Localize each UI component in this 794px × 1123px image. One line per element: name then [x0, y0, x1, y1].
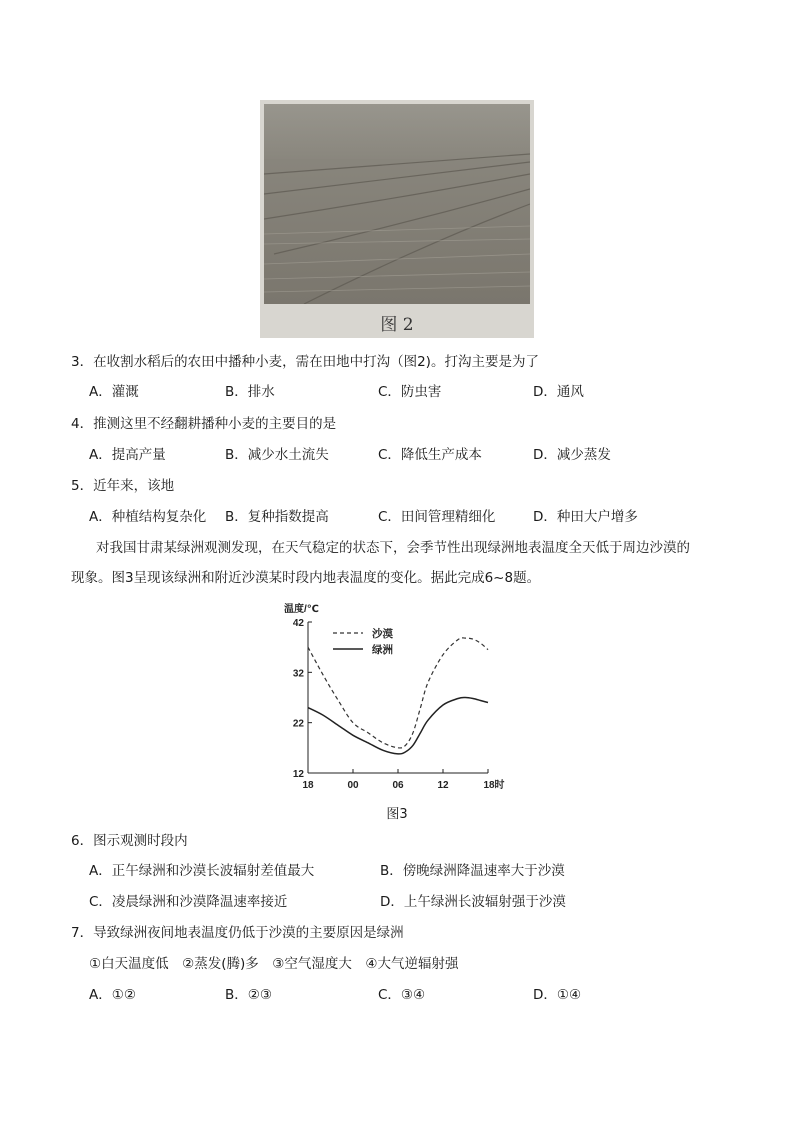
x-tick-label: 06	[392, 780, 404, 791]
q7-items: ①白天温度低 ②蒸发(腾)多 ③空气湿度大 ④大气逆辐射强	[89, 956, 459, 972]
q7-option-b: B．②③	[225, 987, 272, 1003]
q3-option-c: C．防虫害	[378, 384, 442, 400]
field-photo	[264, 104, 530, 304]
q6-option-a: A．正午绿洲和沙漠长波辐射差值最大	[89, 863, 315, 879]
q4-option-d: D．减少蒸发	[533, 447, 611, 463]
q3-option-a: A．灌溉	[89, 384, 139, 400]
q5-stem: 5．近年来，该地	[71, 478, 175, 494]
q5-option-c: C．田间管理精细化	[378, 509, 496, 525]
figure-3-caption: 图3	[386, 807, 408, 822]
q4-option-b: B．减少水土流失	[225, 447, 329, 463]
chart-y-label: 温度/℃	[284, 604, 319, 615]
q7-option-a: A．①②	[89, 987, 136, 1003]
q7-option-d: D．①④	[533, 987, 582, 1003]
x-tick-label: 00	[347, 780, 359, 791]
q7-stem: 7．导致绿洲夜间地表温度仍低于沙漠的主要原因是绿洲	[71, 925, 404, 941]
x-tick-label: 18时	[483, 780, 505, 791]
series-desert-line	[308, 638, 488, 748]
y-tick-label: 12	[292, 769, 304, 780]
legend-oasis-label: 绿洲	[372, 644, 393, 656]
q5-option-a: A．种植结构复杂化	[89, 509, 207, 525]
x-tick-label: 12	[437, 780, 449, 791]
q6-option-b: B．傍晚绿洲降温速率大于沙漠	[380, 863, 565, 879]
figure-2-caption: 图 2	[380, 315, 414, 335]
q6-stem: 6．图示观测时段内	[71, 833, 188, 849]
q4-option-a: A．提高产量	[89, 447, 166, 463]
q5-option-b: B．复种指数提高	[225, 509, 329, 525]
q4-option-c: C．降低生产成本	[378, 447, 482, 463]
q5-option-d: D．种田大户增多	[533, 509, 638, 525]
figure-2-photo-frame	[260, 100, 534, 338]
q3-stem: 3．在收割水稻后的农田中播种小麦，需在田地中打沟（图2)。打沟主要是为了	[71, 354, 539, 370]
x-tick-label: 18	[302, 780, 314, 791]
q4-stem: 4．推测这里不经翻耕播种小麦的主要目的是	[71, 416, 337, 432]
series-oasis-line	[308, 697, 488, 753]
q3-option-d: D．通风	[533, 384, 584, 400]
legend-desert-label: 沙漠	[372, 628, 393, 640]
passage-line-1: 对我国甘肃某绿洲观测发现，在天气稳定的状态下，会季节性出现绿洲地表温度全天低于周边沙漠的	[96, 540, 690, 556]
q6-option-c: C．凌晨绿洲和沙漠降温速率接近	[89, 894, 288, 910]
passage-line-2: 现象。图3呈现该绿洲和附近沙漠某时段内地表温度的变化。据此完成6~8题。	[71, 570, 541, 586]
q6-option-d: D．上午绿洲长波辐射强于沙漠	[380, 894, 566, 910]
temperature-chart	[278, 600, 508, 796]
q7-option-c: C．③④	[378, 987, 426, 1003]
y-tick-label: 22	[292, 718, 304, 730]
y-tick-label: 32	[292, 668, 304, 680]
q3-option-b: B．排水	[225, 384, 275, 400]
y-tick-label: 42	[292, 618, 304, 629]
